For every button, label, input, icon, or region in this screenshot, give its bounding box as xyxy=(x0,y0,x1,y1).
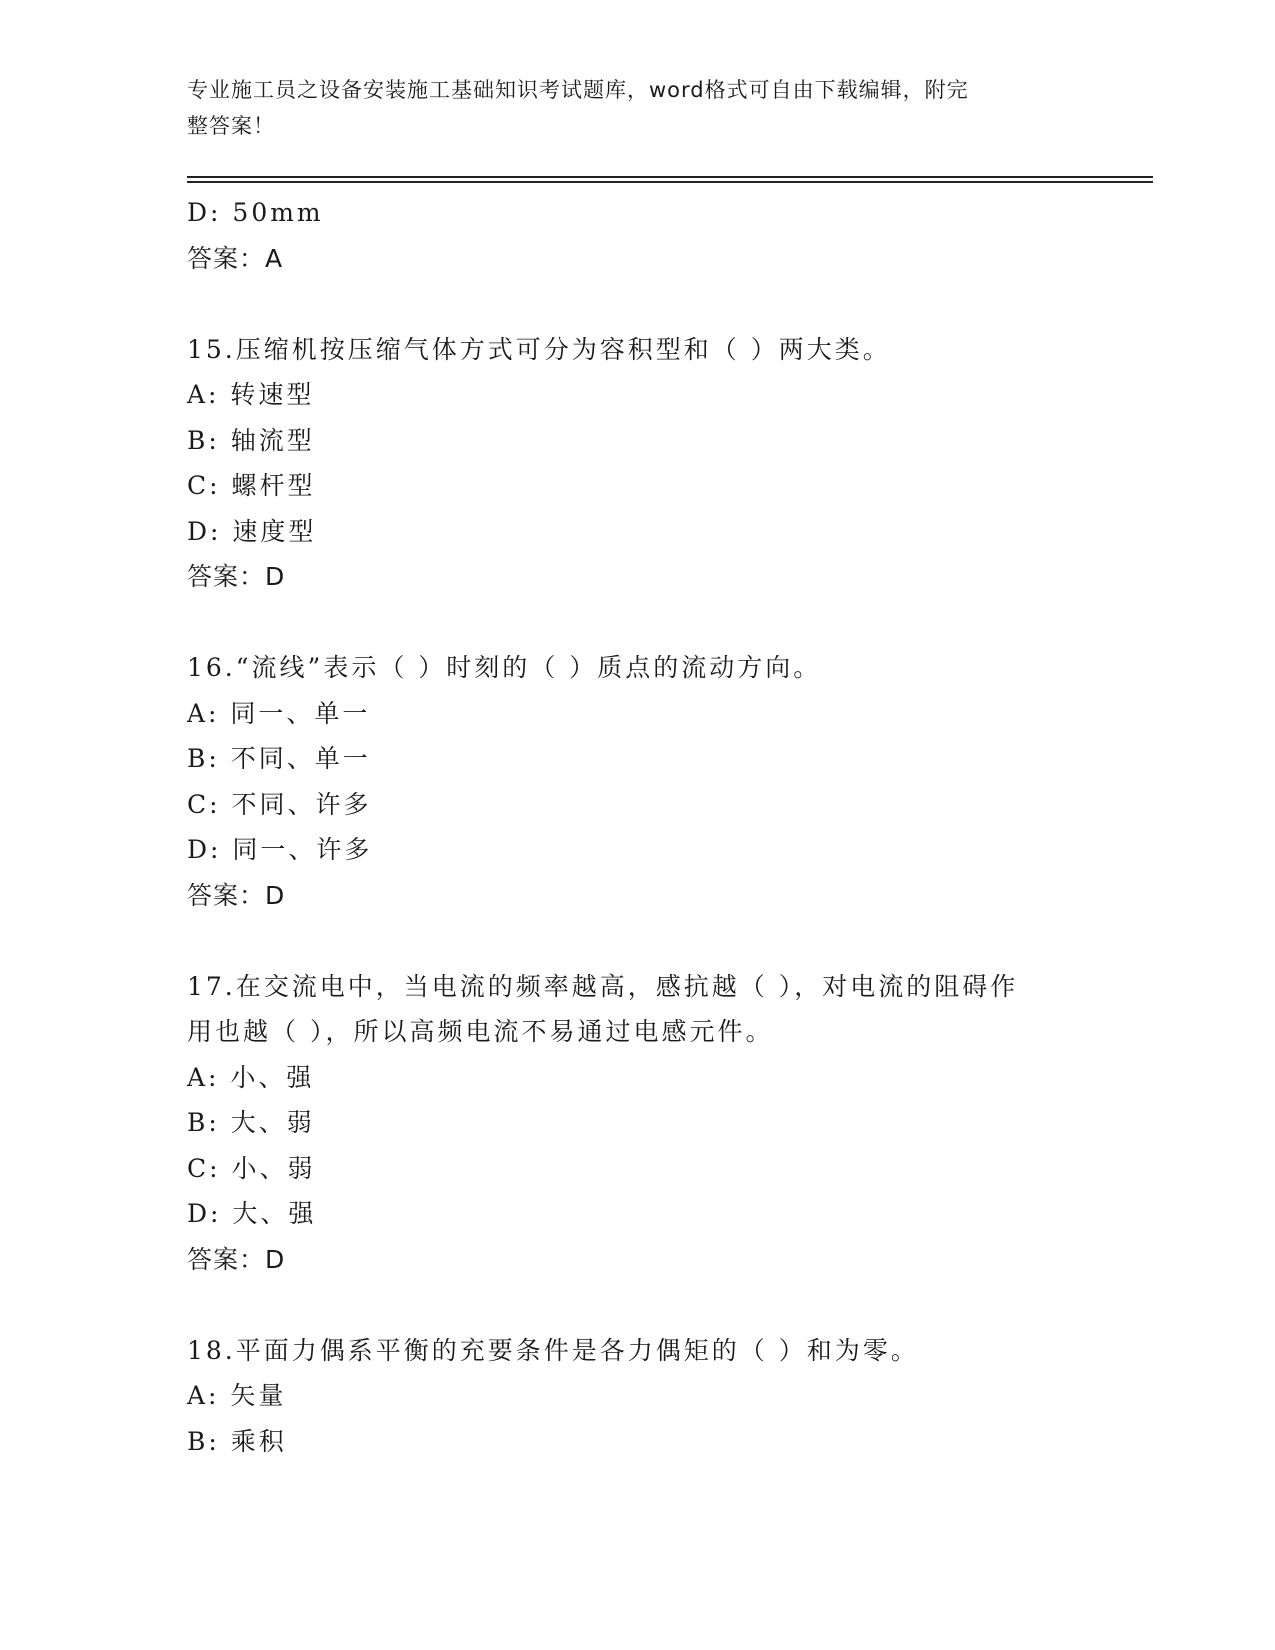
answer-line: 答案：D xyxy=(187,562,286,591)
option-d: D: 速度型 xyxy=(187,516,317,546)
question-14-continued xyxy=(187,190,1147,281)
option-a: A: 小、强 xyxy=(187,1062,315,1092)
header-divider-bottom xyxy=(187,181,1153,183)
option-b: B: 轴流型 xyxy=(187,425,315,455)
option-d: D: 50mm xyxy=(187,198,324,227)
answer-line: 答案：D xyxy=(187,880,286,910)
document-header xyxy=(187,72,1067,144)
header-line-1: 专业施工员之设备安装施工基础知识考试题库，word格式可自由下载编辑，附完 xyxy=(187,78,969,102)
option-b: B: 不同、单一 xyxy=(187,744,371,773)
option-a: A: 同一、单一 xyxy=(187,698,371,728)
question-stem: 15.压缩机按压缩气体方式可分为容积型和（ ）两大类。 xyxy=(187,334,891,364)
option-b: B: 乘积 xyxy=(187,1426,287,1456)
option-a: A: 转速型 xyxy=(187,380,315,409)
option-d: D: 同一、许多 xyxy=(187,835,373,864)
question-18 xyxy=(187,1328,1147,1465)
option-c: C: 不同、许多 xyxy=(187,789,372,819)
option-c: C: 螺杆型 xyxy=(187,471,316,500)
option-d: D: 大、强 xyxy=(187,1199,317,1228)
answer-line: 答案：A xyxy=(187,243,284,273)
question-stem-line-1: 17.在交流电中，当电流的频率越高，感抗越（ ），对电流的阻碍作 xyxy=(187,971,1019,1001)
answer-line: 答案：D xyxy=(187,1244,286,1274)
question-stem: 18.平面力偶系平衡的充要条件是各力偶矩的（ ）和为零。 xyxy=(187,1335,919,1365)
question-17 xyxy=(187,964,1147,1283)
document-body xyxy=(187,190,1147,1464)
header-divider-top xyxy=(187,176,1153,178)
option-b: B: 大、弱 xyxy=(187,1108,315,1137)
question-stem-line-2: 用也越（ ），所以高频电流不易通过电感元件。 xyxy=(187,1017,774,1046)
question-15 xyxy=(187,327,1147,600)
option-a: A: 矢量 xyxy=(187,1381,287,1410)
header-line-2: 整答案！ xyxy=(187,114,275,138)
option-c: C: 小、弱 xyxy=(187,1153,316,1183)
question-16 xyxy=(187,645,1147,918)
question-stem: 16.“流线”表示（ ）时刻的（ ）质点的流动方向。 xyxy=(187,653,822,682)
